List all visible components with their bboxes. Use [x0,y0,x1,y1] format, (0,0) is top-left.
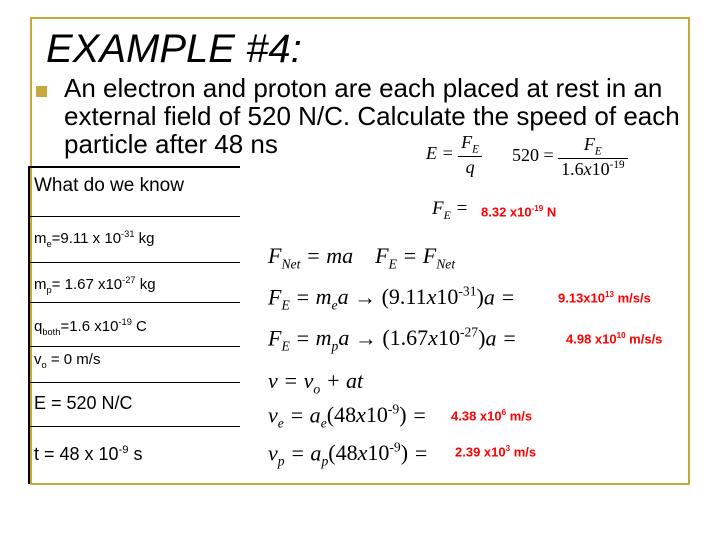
known-E: E = 520 N/C [30,382,240,426]
proton-acceleration-answer: 4.98 $x10^{10}$ m/s/s [566,331,663,347]
electron-acceleration-equation: $F_E = m_ea \to (9.11x10^{-31})a$ = [268,284,516,313]
bullet-square-icon [36,86,47,97]
electron-velocity-equation: $v_e = a_e(48x10^{-9})$ = [268,402,427,431]
problem-statement: An electron and proton are each placed at rest in an external field of 520 N/C. Calculate the speed of each particle after 48 ns [64,73,680,159]
known-q: $q_{both}=1.6$ $x10^{-19}$ C [30,302,240,346]
proton-velocity-answer: 2.39 $x10^3$ m/s [455,444,537,460]
electron-velocity-answer: 4.38 $x10^6$ m/s [451,408,533,424]
force-label: $F_E$ = [432,198,469,222]
proton-acceleration-equation: $F_E = m_pa \to (1.67x10^{-27})a$ = [268,325,517,354]
slide-title: EXAMPLE #4: [46,25,310,73]
electron-acceleration-answer: $9.13x10^{13}$ m/s/s [558,290,651,306]
known-t: t = 48 x $10^{-9}$ s [30,426,240,484]
known-me: $m_e=9.11$ x $10^{-31}$ kg [30,216,240,262]
known-mp: $m_p= 1.67$ $x10^{-27}$ kg [30,262,240,302]
field-value-equation: 520 = $\frac{F_E}{1.6x10^{-19}}$ [512,134,628,180]
velocity-kinematics-equation: $v = v_o$ + at [268,368,364,397]
proton-velocity-equation: $v_p = a_p(48x10^{-9})$ = [268,440,429,469]
known-vo: $v_o = 0$ m/s [30,346,240,382]
force-answer: 8.32 $x10^{-19}$ N [481,204,557,220]
frame-top-line [30,17,690,19]
newton-second-law: $F_{Net}$ = ma $F_E = F_{Net}$ [268,243,456,272]
electric-field-definition: E = $\frac{F_E}{q}$ [426,132,482,178]
known-header: What do we know [30,166,240,204]
